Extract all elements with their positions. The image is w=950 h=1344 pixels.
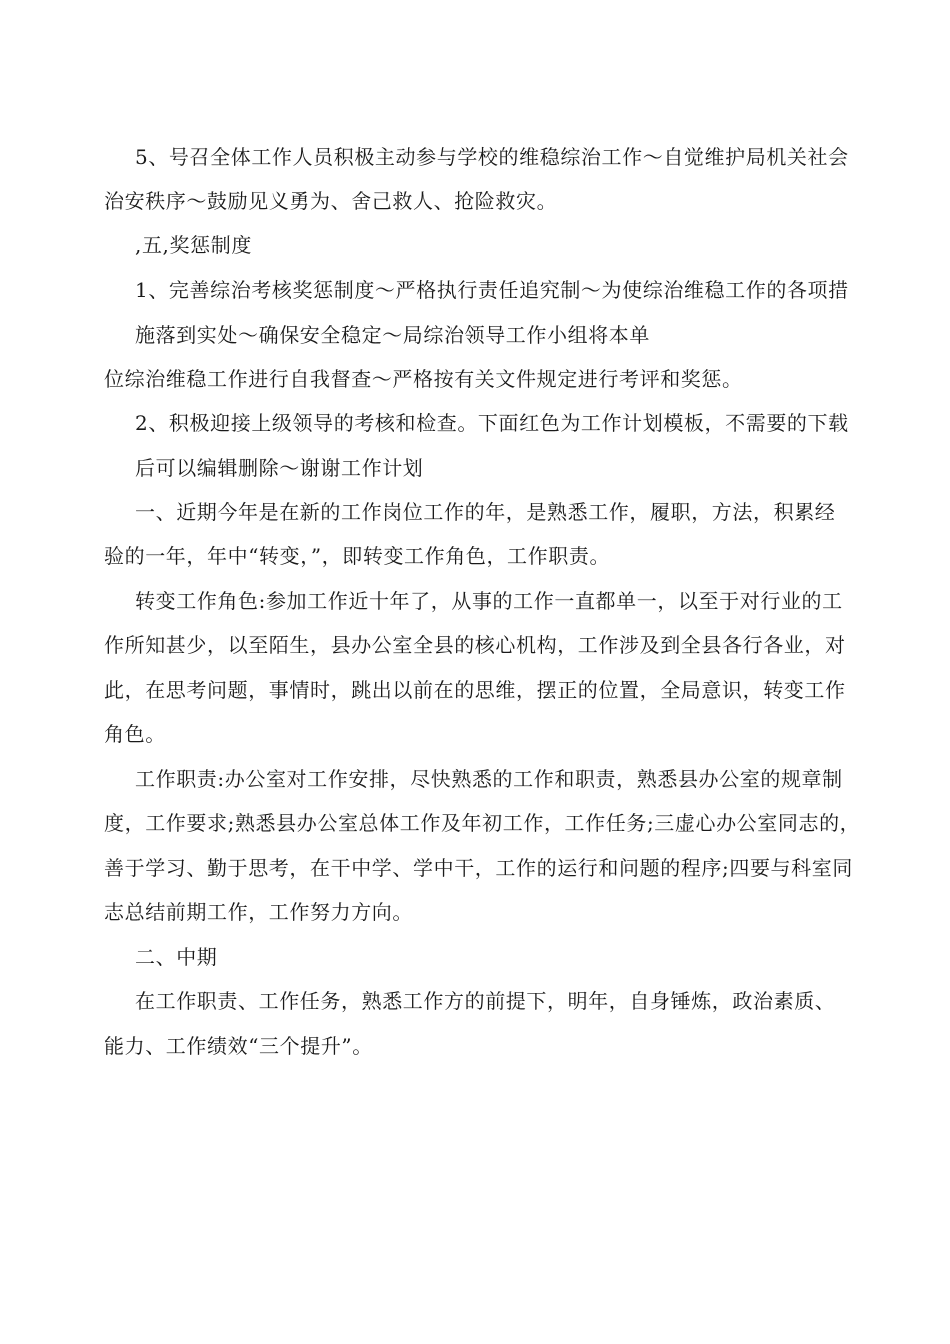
text-line: 善于学习、勤于思考，在干中学、学中干，工作的运行和问题的程序;四要与科室同 bbox=[104, 856, 853, 880]
text-line: 1、完善综治考核奖惩制度〜严格执行责任追究制〜为使综治维稳工作的各项措 bbox=[135, 278, 849, 302]
text-line: 位综治维稳工作进行自我督查〜严格按有关文件规定进行考评和奖惩。 bbox=[104, 367, 743, 391]
text-line: 工作职责:办公室对工作安排，尽快熟悉的工作和职责，熟悉县办公室的规章制 bbox=[135, 767, 843, 791]
text-line: 2、积极迎接上级领导的考核和检查。下面红色为工作计划模板，不需要的下载 bbox=[135, 411, 849, 435]
text-line: 在工作职责、工作任务，熟悉工作方的前提下，明年，自身锤炼，政治素质、 bbox=[135, 989, 836, 1013]
text-line: 验的一年，年中“转变，”，即转变工作角色，工作职责。 bbox=[104, 544, 611, 568]
text-line: 此，在思考问题，事情时，跳出以前在的思维，摆正的位置，全局意识，转变工作 bbox=[104, 678, 846, 702]
section-heading: ,五,奖惩制度 bbox=[135, 233, 252, 257]
section-heading: 二、中期 bbox=[135, 945, 218, 969]
text-line: 5、号召全体工作人员积极主动参与学校的维稳综治工作〜自觉维护局机关社会 bbox=[135, 145, 849, 169]
text-line: 志总结前期工作，工作努力方向。 bbox=[104, 900, 413, 924]
text-line: 角色。 bbox=[104, 722, 166, 746]
text-line: 度，工作要求;熟悉县办公室总体工作及年初工作，工作任务;三虚心办公室同志的， bbox=[104, 811, 861, 835]
text-line: 施落到实处〜确保安全稳定〜局综治领导工作小组将本单 bbox=[135, 323, 650, 347]
text-line: 治安秩序〜鼓励见义勇为、舍己救人、抢险救灾。 bbox=[104, 189, 558, 213]
text-line: 转变工作角色:参加工作近十年了，从事的工作一直都单一，以至于对行业的工 bbox=[135, 589, 843, 613]
text-line: 作所知甚少，以至陌生，县办公室全县的核心机构，工作涉及到全县各行各业，对 bbox=[104, 633, 846, 657]
text-line: 能力、工作绩效“三个提升”。 bbox=[104, 1034, 373, 1058]
text-line: 一、近期今年是在新的工作岗位工作的年，是熟悉工作，履职，方法，积累经 bbox=[135, 500, 836, 524]
text-line: 后可以编辑删除〜谢谢工作计划 bbox=[135, 456, 424, 480]
